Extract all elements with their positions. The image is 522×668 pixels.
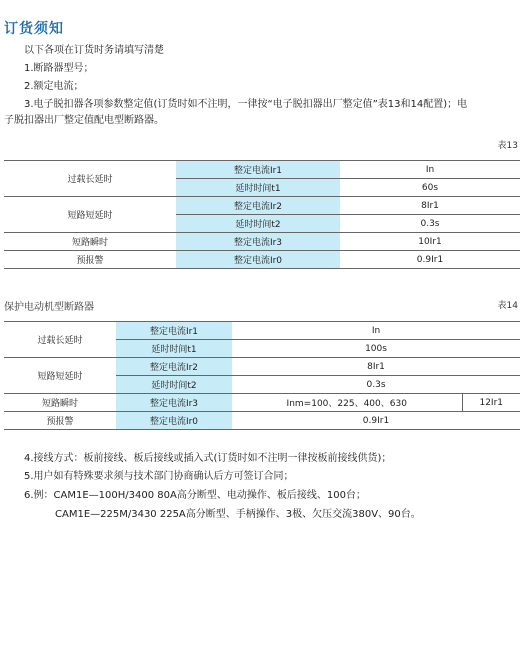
note-example-1: 6.例：CAM1E—100H/3400 80A高分断型、电动操作、板后接线、100台； — [24, 490, 366, 501]
table14-label: 表14 — [497, 301, 518, 311]
param-cell: 延时时间t1 — [176, 179, 340, 197]
note-wiring: 4.接线方式：板前接线、板后接线或插入式(订货时如不注明一律按板前接线供货)； — [24, 453, 392, 464]
value-cell-extra: 12Ir1 — [462, 394, 520, 412]
intro-item-model: 1.断路器型号； — [24, 63, 94, 74]
value-cell: 0.3s — [340, 215, 520, 233]
value-cell: 10Ir1 — [340, 233, 520, 251]
table-row — [4, 233, 520, 251]
value-cell: Inm=100、225、400、630 — [232, 394, 462, 412]
intro-item-trip-settings-cont: 子脱扣器出厂整定值配电型断路器。 — [4, 115, 164, 126]
table-row — [4, 322, 520, 340]
param-cell: 整定电流Ir1 — [116, 322, 232, 340]
value-cell: 0.3s — [232, 376, 520, 394]
value-cell: 8Ir1 — [232, 358, 520, 376]
param-cell: 整定电流Ir0 — [176, 251, 340, 269]
param-cell: 整定电流Ir0 — [116, 412, 232, 430]
param-cell: 整定电流Ir2 — [116, 358, 232, 376]
param-cell: 整定电流Ir3 — [116, 394, 232, 412]
value-cell: 0.9Ir1 — [340, 251, 520, 269]
intro-line: 以下各项在订货时务请填写清楚 — [24, 45, 164, 56]
table14 — [4, 321, 520, 430]
table13-label: 表13 — [497, 141, 518, 151]
table13 — [4, 160, 520, 269]
table-row — [4, 358, 520, 376]
note-example-2: CAM1E—225M/3430 225A高分断型、手柄操作、3极、欠压交流380V、90台。 — [55, 509, 421, 520]
group-name: 过载长延时 — [4, 161, 176, 197]
table14-caption: 保护电动机型断路器 — [4, 302, 94, 313]
group-name: 过载长延时 — [4, 322, 116, 358]
group-name: 短路短延时 — [4, 197, 176, 233]
value-cell: In — [340, 161, 520, 179]
param-cell: 整定电流Ir1 — [176, 161, 340, 179]
value-cell: 0.9Ir1 — [232, 412, 520, 430]
group-name: 短路瞬时 — [4, 233, 176, 251]
note-special-request: 5.用户如有特殊要求须与技术部门协商确认后方可签订合同； — [24, 471, 294, 482]
intro-item-current: 2.额定电流； — [24, 81, 84, 92]
table-row — [4, 412, 520, 430]
param-cell: 整定电流Ir3 — [176, 233, 340, 251]
param-cell: 延时时间t1 — [116, 340, 232, 358]
table-row — [4, 251, 520, 269]
group-name: 短路短延时 — [4, 358, 116, 394]
value-cell: 60s — [340, 179, 520, 197]
param-cell: 延时时间t2 — [176, 215, 340, 233]
group-name: 短路瞬时 — [4, 394, 116, 412]
param-cell: 延时时间t2 — [116, 376, 232, 394]
group-name: 预报警 — [4, 251, 176, 269]
page-title: 订货须知 — [4, 21, 64, 37]
value-cell: 8Ir1 — [340, 197, 520, 215]
table-row — [4, 197, 520, 215]
table-row — [4, 161, 520, 179]
value-cell: 100s — [232, 340, 520, 358]
value-cell: In — [232, 322, 520, 340]
table-row — [4, 394, 520, 412]
param-cell: 整定电流Ir2 — [176, 197, 340, 215]
intro-item-trip-settings: 3.电子脱扣器各项参数整定值(订货时如不注明，一律按“电子脱扣器出厂整定值”表13和14配置)；电 — [24, 99, 468, 110]
group-name: 预报警 — [4, 412, 116, 430]
